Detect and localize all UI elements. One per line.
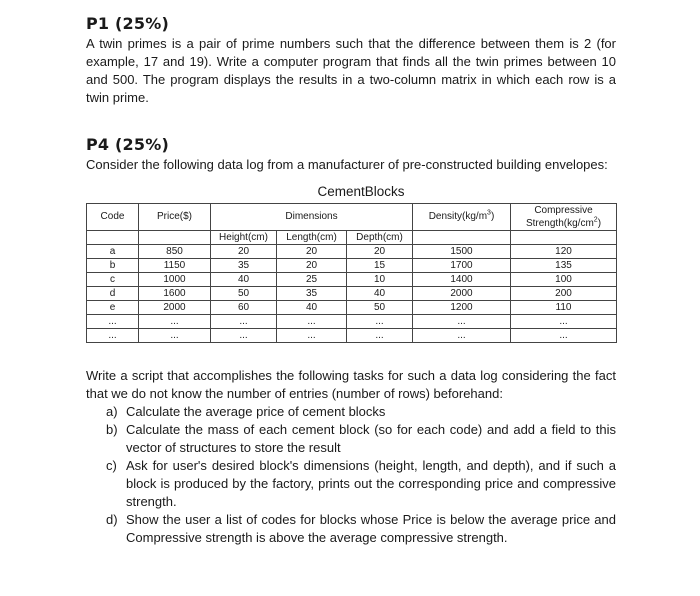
cell-length: 35 — [277, 287, 347, 301]
cell-code: b — [87, 259, 139, 273]
table-row — [87, 259, 617, 273]
cell-code: e — [87, 301, 139, 315]
task-text: Show the user a list of codes for blocks whose Price is below the average price and Compressive strength is above the average compressive strength. — [126, 512, 616, 545]
table-header-row — [87, 204, 617, 231]
cell-strength: ... — [511, 315, 617, 329]
task-item — [106, 421, 616, 457]
cell-depth: ... — [347, 315, 413, 329]
subheader-empty — [413, 231, 511, 245]
task-mark: d) — [106, 512, 118, 527]
cell-strength: 100 — [511, 273, 617, 287]
task-text: Calculate the mass of each cement block (so for each code) and add a field to this vector of structures to store the result — [126, 422, 616, 455]
table-row — [87, 245, 617, 259]
cell-price: 2000 — [139, 301, 211, 315]
task-mark: c) — [106, 458, 117, 473]
cell-density: ... — [413, 329, 511, 343]
cell-price: ... — [139, 329, 211, 343]
task-list — [86, 403, 616, 547]
cell-height: 40 — [211, 273, 277, 287]
header-compressive-line1: Compressive — [534, 205, 593, 216]
cell-height: 35 — [211, 259, 277, 273]
cell-density: 1700 — [413, 259, 511, 273]
cell-strength: 200 — [511, 287, 617, 301]
cell-price: 1150 — [139, 259, 211, 273]
subheader-length: Length(cm) — [277, 231, 347, 245]
task-item — [106, 403, 616, 421]
cell-density: 2000 — [413, 287, 511, 301]
task-text: Calculate the average price of cement blocks — [126, 404, 386, 419]
cell-length: 40 — [277, 301, 347, 315]
p4-intro: Consider the following data log from a manufacturer of pre-constructed building envelopes: — [86, 157, 608, 172]
cell-height: 60 — [211, 301, 277, 315]
cell-code: ... — [87, 329, 139, 343]
document-page — [86, 14, 616, 547]
table-row — [87, 315, 617, 329]
subheader-depth: Depth(cm) — [347, 231, 413, 245]
cell-price: 850 — [139, 245, 211, 259]
p1-heading: P1 (25%) — [86, 14, 169, 33]
task-item — [106, 511, 616, 547]
cell-depth: 10 — [347, 273, 413, 287]
task-text: Ask for user's desired block's dimensions (height, length, and depth), and if such a block is produced by the factory, prints out the corresponding price and compressive strength. — [126, 458, 616, 509]
table-row — [87, 329, 617, 343]
cell-length: 20 — [277, 259, 347, 273]
subheader-empty — [511, 231, 617, 245]
cell-length: ... — [277, 329, 347, 343]
cell-length: 25 — [277, 273, 347, 287]
cell-strength: 110 — [511, 301, 617, 315]
cell-density: 1500 — [413, 245, 511, 259]
cell-depth: 20 — [347, 245, 413, 259]
cell-density: 1200 — [413, 301, 511, 315]
subheader-empty — [87, 231, 139, 245]
cell-height: 20 — [211, 245, 277, 259]
header-compressive-line2-exp: 2 — [593, 216, 598, 224]
header-density-exp: 3 — [487, 209, 491, 217]
cell-strength: 135 — [511, 259, 617, 273]
header-code: Code — [87, 204, 139, 231]
cell-code: c — [87, 273, 139, 287]
cell-code: a — [87, 245, 139, 259]
p1-text: A twin primes is a pair of prime numbers such that the difference between them is 2 (for example, 17 and 19). Write a computer program that finds all the twin primes between 10 and 500. The program displays the results in a two-column matrix in which each row is a twin prime. — [86, 36, 616, 105]
p4-heading: P4 (25%) — [86, 135, 169, 154]
table-title: CementBlocks — [317, 184, 405, 199]
cell-density: ... — [413, 315, 511, 329]
table-row — [87, 273, 617, 287]
task-mark: b) — [106, 422, 118, 437]
subheader-height: Height(cm) — [211, 231, 277, 245]
header-density-base: Density(kg/m — [428, 211, 488, 222]
cell-height: 50 — [211, 287, 277, 301]
cell-depth: 15 — [347, 259, 413, 273]
cell-price: 1600 — [139, 287, 211, 301]
header-density — [413, 204, 511, 231]
cement-blocks-table — [86, 203, 617, 343]
table-row — [87, 301, 617, 315]
cell-length: 20 — [277, 245, 347, 259]
cell-strength: ... — [511, 329, 617, 343]
cell-code: d — [87, 287, 139, 301]
header-compressive-line2-close: ) — [597, 218, 602, 229]
cell-price: ... — [139, 315, 211, 329]
cell-code: ... — [87, 315, 139, 329]
cell-strength: 120 — [511, 245, 617, 259]
task-item — [106, 457, 616, 511]
header-compressive — [511, 204, 617, 231]
task-mark: a) — [106, 404, 118, 419]
cell-depth: ... — [347, 329, 413, 343]
cell-length: ... — [277, 315, 347, 329]
cell-height: ... — [211, 315, 277, 329]
table-subheader-row — [87, 231, 617, 245]
header-dimensions: Dimensions — [211, 204, 413, 231]
cell-price: 1000 — [139, 273, 211, 287]
cell-depth: 40 — [347, 287, 413, 301]
cell-height: ... — [211, 329, 277, 343]
header-compressive-line2-base: Strength(kg/cm — [525, 218, 594, 229]
cell-density: 1400 — [413, 273, 511, 287]
cell-depth: 50 — [347, 301, 413, 315]
subheader-empty — [139, 231, 211, 245]
header-density-close: ) — [490, 211, 495, 222]
table-row — [87, 287, 617, 301]
task-intro: Write a script that accomplishes the following tasks for such a data log considering the fact that we do not know the number of entries (number of rows) beforehand: — [86, 368, 616, 401]
header-price: Price($) — [139, 204, 211, 231]
